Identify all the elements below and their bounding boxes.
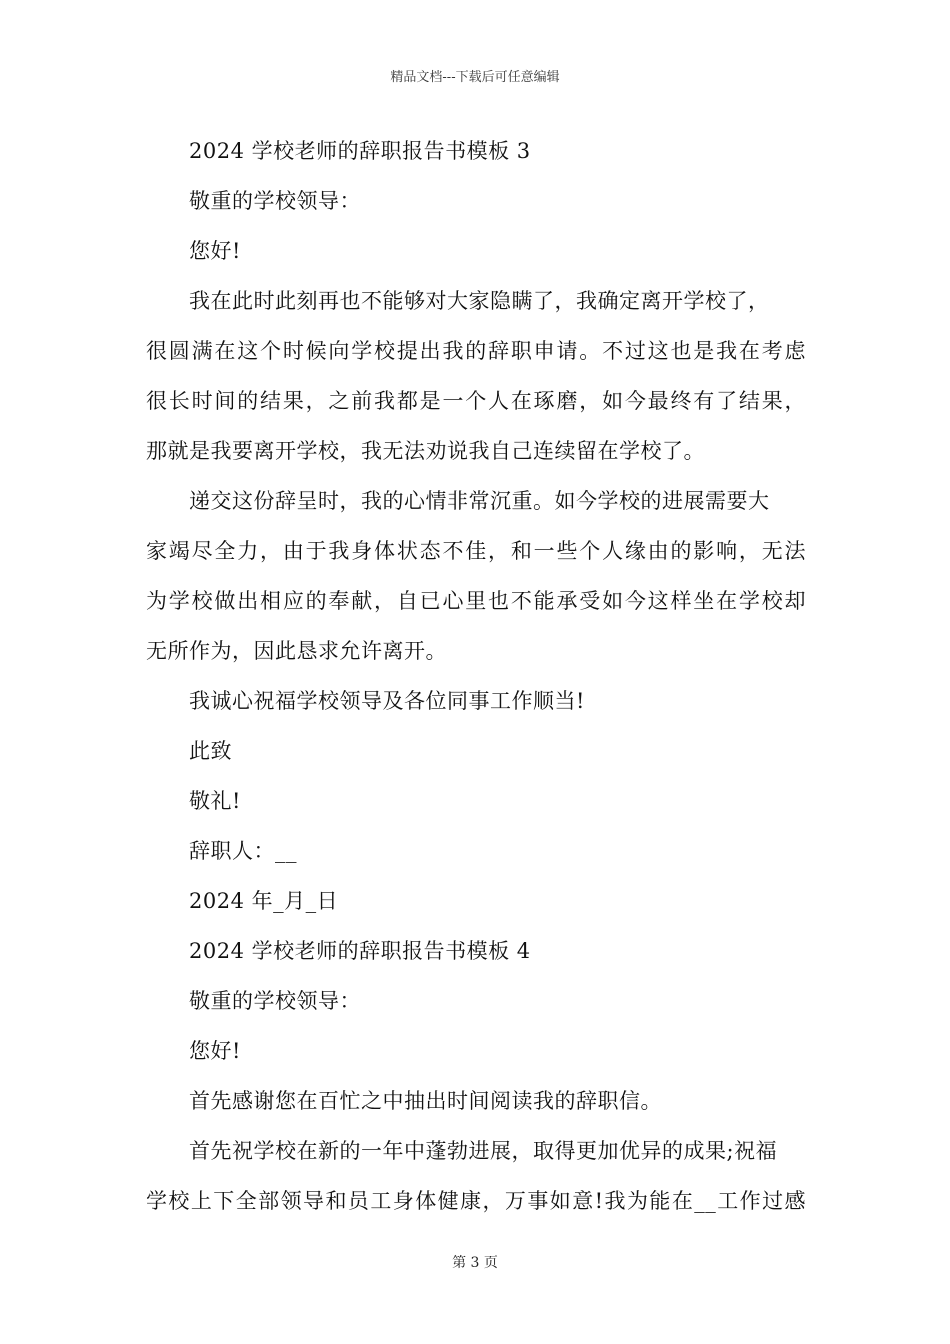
section3-salutation: 敬重的学校领导： (189, 189, 361, 213)
section3-signer: 辞职人：__ (189, 839, 297, 863)
page-header: 精品文档---下载后可任意编辑 (390, 70, 560, 85)
section3-p1-line: 很圆满在这个时候向学校提出我的辞职申请。不过这也是我在考虑 (146, 339, 806, 363)
page-number: 第 3 页 (452, 1255, 498, 1271)
section3-p2-line: 为学校做出相应的奉献，自已心里也不能承受如今这样坐在学校却 (146, 589, 806, 613)
section3-title: 2024 学校老师的辞职报告书模板 3 (189, 139, 531, 163)
section3-date: 2024 年_月_日 (189, 889, 339, 913)
section3-p1-line: 很长时间的结果，之前我都是一个人在琢磨，如今最终有了结果， (146, 389, 806, 413)
section3-p1-line: 那就是我要离开学校，我无法劝说我自己连续留在学校了。 (146, 439, 705, 463)
section3-p2-line: 家竭尽全力，由于我身体状态不佳，和一些个人缘由的影响，无法 (146, 539, 806, 563)
section4-p2-line: 学校上下全部领导和员工身体健康，万事如意!我为能在__工作过感 (146, 1189, 806, 1213)
section4-p2-line: 首先祝学校在新的一年中蓬勃进展，取得更加优异的成果;祝福 (189, 1139, 778, 1163)
section3-p2-line: 递交这份辞呈时，我的心情非常沉重。如今学校的进展需要大 (189, 489, 770, 513)
section3-closing-2: 敬礼! (189, 789, 241, 813)
section3-closing-1: 此致 (189, 739, 232, 763)
section4-p1: 首先感谢您在百忙之中抽出时间阅读我的辞职信。 (189, 1089, 662, 1113)
section3-wish: 我诚心祝福学校领导及各位同事工作顺当! (189, 689, 585, 713)
section4-title: 2024 学校老师的辞职报告书模板 4 (189, 939, 531, 963)
section3-p2-line: 无所作为，因此恳求允许离开。 (146, 639, 447, 663)
section4-salutation: 敬重的学校领导： (189, 989, 361, 1013)
section4-greeting: 您好! (189, 1039, 241, 1063)
section3-p1-line: 我在此时此刻再也不能够对大家隐瞒了，我确定离开学校了， (189, 289, 770, 313)
section3-greeting: 您好! (189, 239, 241, 263)
